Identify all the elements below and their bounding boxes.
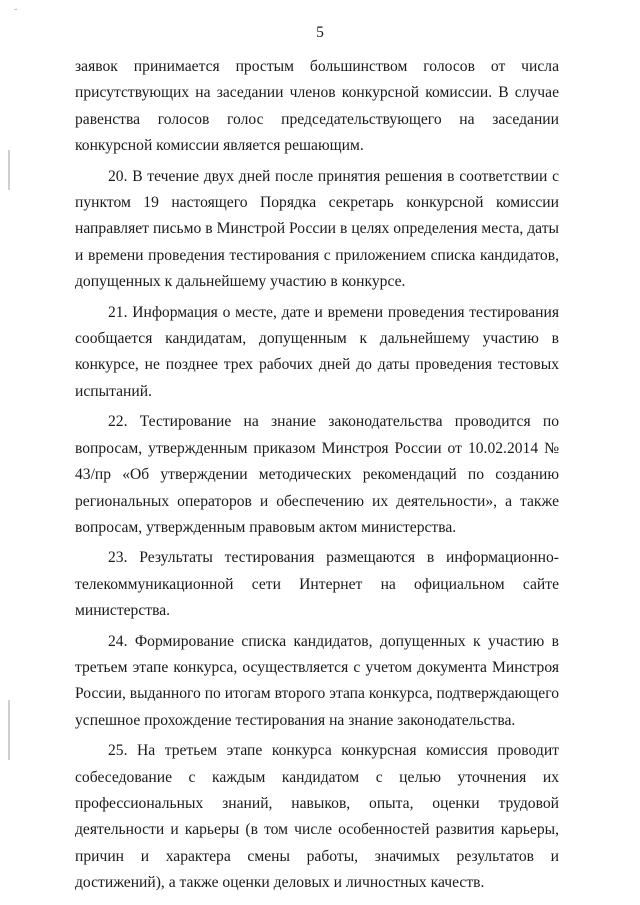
paragraph-item-21: 21. Информация о месте, дате и времени проведения тестирования сообщается кандидатам, допущенным к дальнейшему участию в конкурсе, не позднее трех рабочих дней до даты проведения тестовых испытаний. [75,303,559,400]
paragraph-item-25: 25. На третьем этапе конкурса конкурсная комиссия проводит собеседование с каждым кандидатом с целью уточнения их профессиональных знаний, навыков, опыта, оценки трудовой деятельности и карьеры (в том числе особенностей развития карьеры, причин и характера смены работы, значимых результатов и достижений), а также оценки деловых и личностных качеств. [75,742,559,892]
paragraph-item-22: 22. Тестирование на знание законодательства проводится по вопросам, утвержденным приказом Минстроя России от 10.02.2014 № 43/пр «Об утверждении методических рекомендаций по созданию региональных операторов и обеспечению их деятельности», а также вопросам, утвержденным правовым актом министерства. [75,413,559,536]
scan-margin-artifact [8,150,10,190]
scan-margin-artifact [8,700,10,760]
page-number: 5 [316,24,324,41]
paragraph-item-24: 24. Формирование списка кандидатов, допущенных к участию в третьем этапе конкурса, осуществляется с учетом документа Минстроя России, выданного по итогам второго этапа конкурса, подтверждающего успешное прохождение тестирования на знание законодательства. [75,632,559,729]
paragraph-continuation: заявок принимается простым большинством голосов от числа присутствующих на заседании членов конкурсной комиссии. В случае равенства голосов голос председательствующего на заседании конкурсной комиссии является решающим. [75,58,559,155]
paragraph-item-20: 20. В течение двух дней после принятия решения в соответствии с пунктом 19 настоящего Порядка секретарь конкурсной комиссии направляет письмо в Минстрой России в целях определения места, даты и времени проведения тестирования с приложением списка кандидатов, допущенных к дальнейшему участию в конкурсе. [75,167,559,291]
scan-mark: ˘ [14,8,18,19]
document-body [75,54,559,901]
paragraph-item-23: 23. Результаты тестирования размещаются в информационно-телекоммуникационной сети Интернет на официальном сайте министерства. [75,549,559,620]
